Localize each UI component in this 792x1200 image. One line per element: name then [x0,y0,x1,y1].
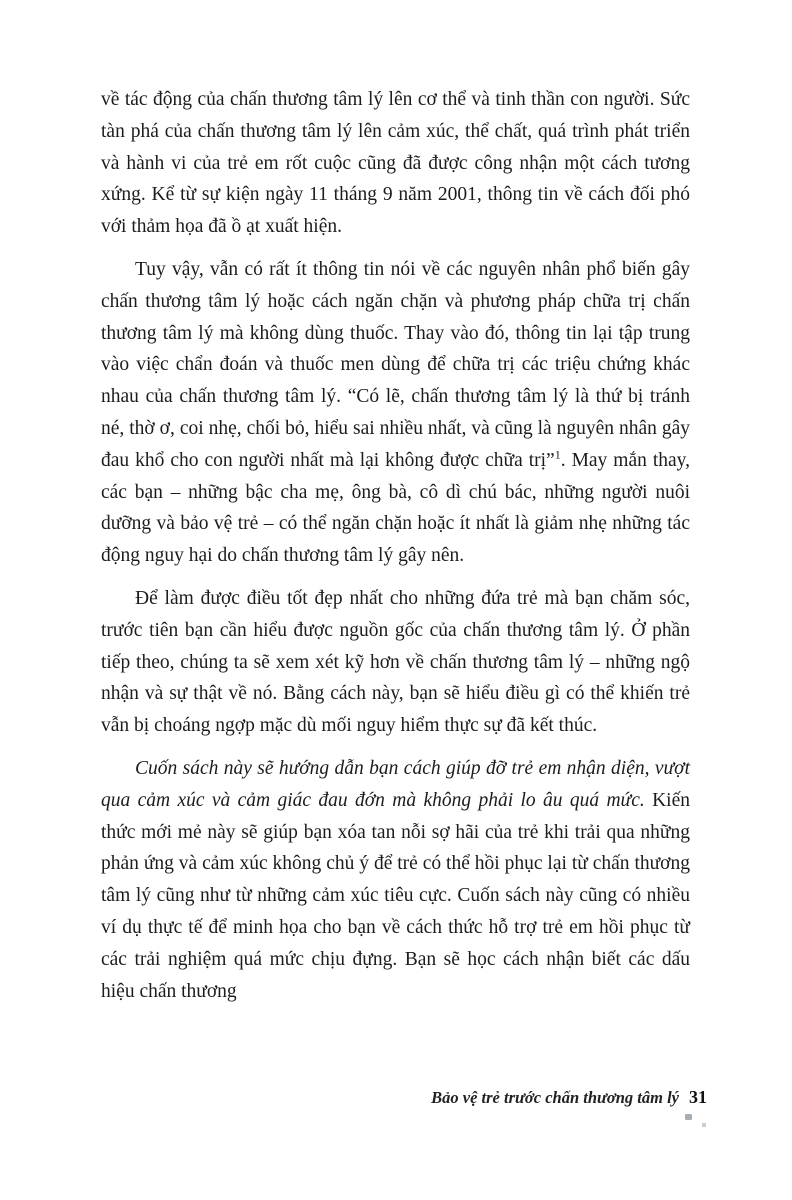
paragraph-2-continuation: . May mắn thay, các bạn – những bậc cha mẹ, ông bà, cô dì chú bác, những người nuôi dưỡng và bảo vệ trẻ – có thể ngăn chặn hoặc ít nhất là giảm nhẹ những tác động nguy hại do chấn thương tâm lý gây nên. [101,449,690,567]
paragraph-2-text: Tuy vậy, vẫn có rất ít thông tin nói về các nguyên nhân phổ biến gây chấn thương tâm lý hoặc cách ngăn chặn và phương pháp chữa trị chấn thương tâm lý mà không dùng thuốc. Thay vào đó, thông tin lại tập trung vào việc chẩn đoán và thuốc men dùng để chữa trị các triệu chứng khác nhau của chấn thương tâm lý. “Có lẽ, chấn thương tâm lý là thứ bị tránh né, thờ ơ, coi nhẹ, chối bỏ, hiểu sai nhiều nhất, và cũng là nguyên nhân gây đau khổ cho con người nhất mà lại không được chữa trị” [101,258,690,471]
page-content [101,84,690,1018]
paragraph-1: về tác động của chấn thương tâm lý lên cơ thể và tinh thần con người. Sức tàn phá của chấn thương tâm lý lên cảm xúc, thể chất, quá trình phát triển và hành vi của trẻ em rốt cuộc cũng đã được công nhận một cách tương xứng. Kể từ sự kiện ngày 11 tháng 9 năm 2001, thông tin về cách đối phó với thảm họa đã ồ ạt xuất hiện. [101,89,690,238]
corner-dots [684,1112,706,1130]
paragraph-4-regular: Kiến thức mới mẻ này sẽ giúp bạn xóa tan nỗi sợ hãi của trẻ khi trải qua những phản ứng và cảm xúc không chủ ý để trẻ có thể hồi phục lại từ chấn thương tâm lý cũng như từ những cảm xúc tiêu cực. Cuốn sách này cũng có nhiều ví dụ thực tế để minh họa cho bạn về cách thức hỗ trợ trẻ em hồi phục từ các trải nghiệm quá mức chịu đựng. Bạn sẽ học cách nhận biết các dấu hiệu chấn thương [101,789,690,1002]
page-number: 31 [689,1087,707,1107]
paragraph-4 [101,753,690,1007]
page-footer [431,1087,707,1108]
corner-dot-large [685,1114,692,1120]
paragraph-3: Để làm được điều tốt đẹp nhất cho những đứa trẻ mà bạn chăm sóc, trước tiên bạn cần hiểu được nguồn gốc của chấn thương tâm lý. Ở phần tiếp theo, chúng ta sẽ xem xét kỹ hơn về chấn thương tâm lý – những ngộ nhận và sự thật về nó. Bằng cách này, bạn sẽ hiểu điều gì có thể khiến trẻ vẫn bị choáng ngợp mặc dù mối nguy hiểm thực sự đã kết thúc. [101,587,690,737]
paragraph-4-italic-lead: Cuốn sách này sẽ hướng dẫn bạn cách giúp đỡ trẻ em nhận diện, vượt qua cảm xúc và cảm giác đau đớn mà không phải lo âu quá mức. [101,757,690,811]
footnote-marker-1: 1 [554,447,561,462]
running-title: Bảo vệ trẻ trước chấn thương tâm lý [431,1088,679,1107]
paragraph-2 [101,254,690,572]
corner-dot-small [702,1123,706,1127]
